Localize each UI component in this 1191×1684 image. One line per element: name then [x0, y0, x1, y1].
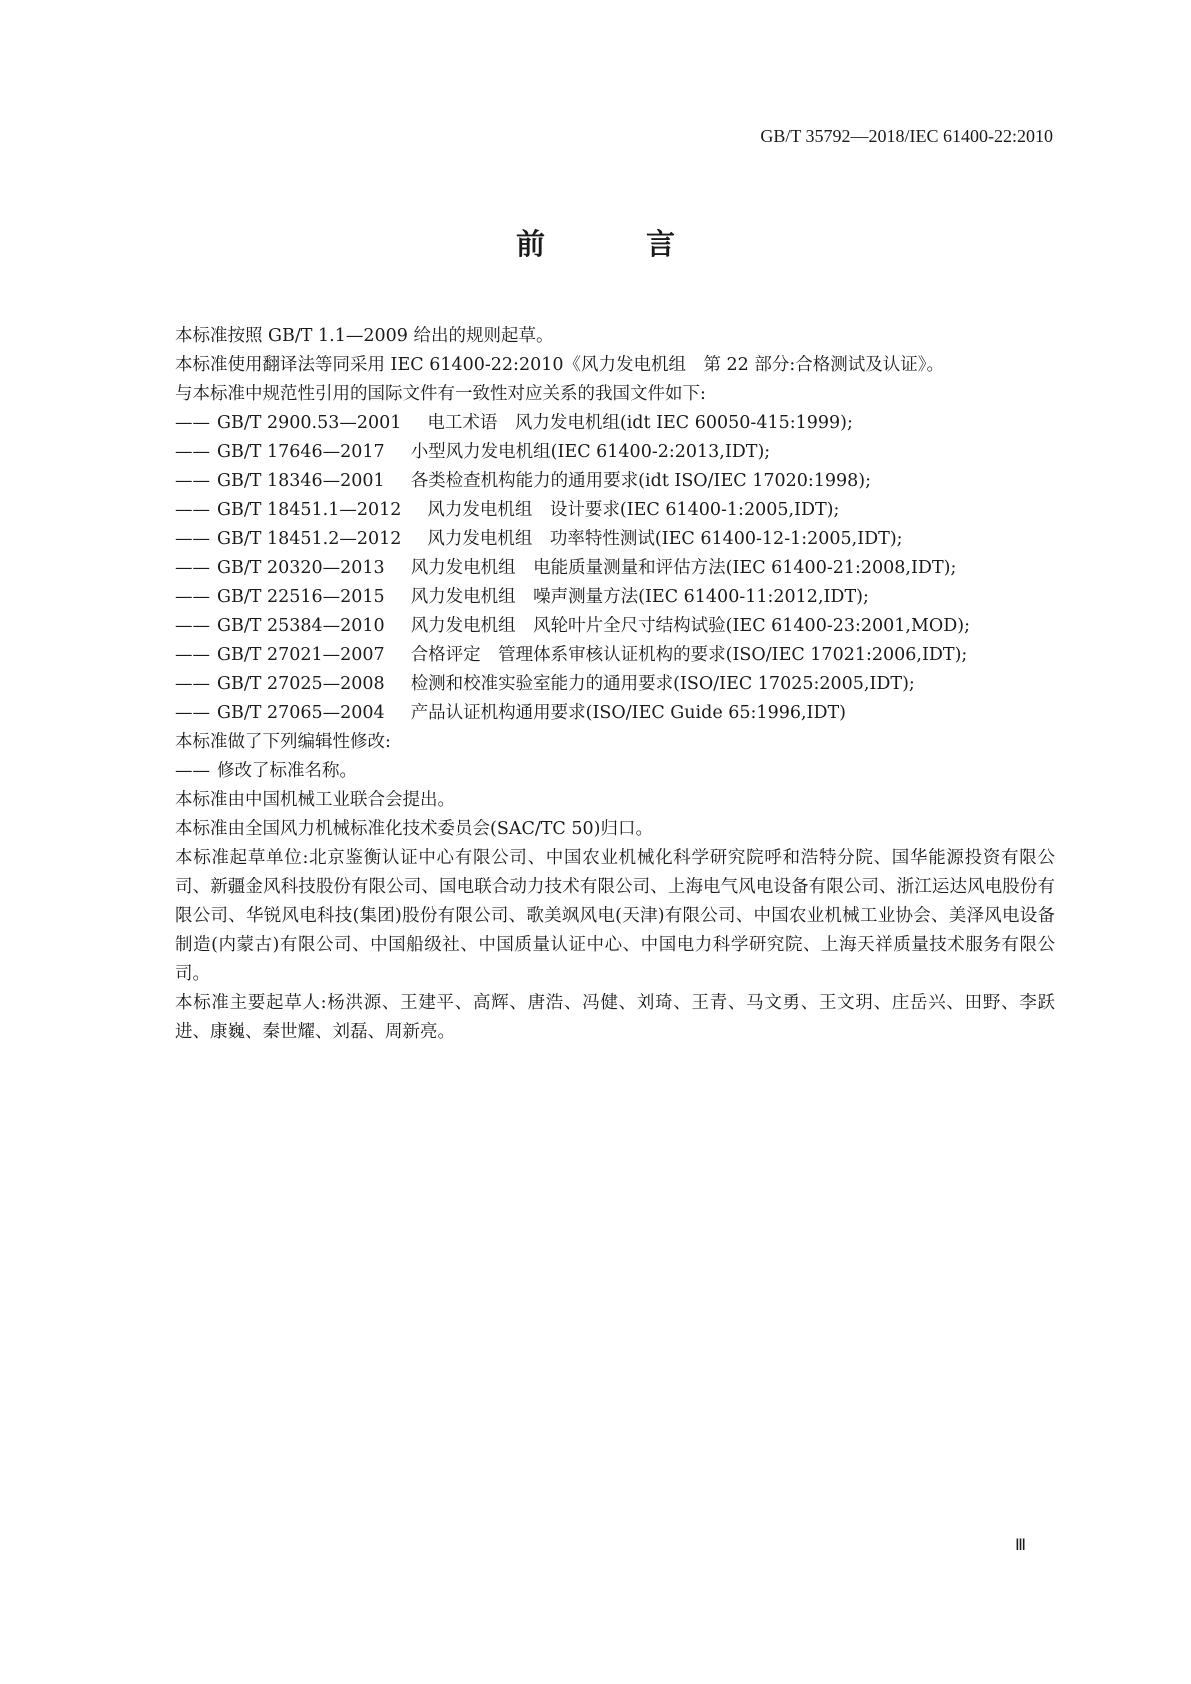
intro-line-2: 本标准使用翻译法等同采用 IEC 61400-22:2010《风力发电机组 第 22 部分:合格测试及认证》。 — [175, 355, 945, 375]
centralized-by: 本标准由全国风力机械标准化技术委员会(SAC/TC 50)归口。 — [175, 819, 653, 839]
list-item: —— GB/T 25384—2010 风力发电机组 风轮叶片全尺寸结构试验(IEC 61400-23:2001,MOD); — [175, 616, 971, 636]
page-title: 前 言 — [515, 227, 711, 261]
intro-line-3: 与本标准中规范性引用的国际文件有一致性对应关系的我国文件如下: — [175, 384, 706, 404]
list-item: —— GB/T 20320—2013 风力发电机组 电能质量测量和评估方法(IEC 61400-21:2008,IDT); — [175, 558, 957, 578]
list-item: —— GB/T 27065—2004 产品认证机构通用要求(ISO/IEC Guide 65:1996,IDT) — [175, 703, 846, 723]
list-item: —— GB/T 27025—2008 检测和校准实验室能力的通用要求(ISO/IEC 17025:2005,IDT); — [175, 674, 915, 694]
list-item: —— GB/T 18346—2001 各类检查机构能力的通用要求(idt ISO/IEC 17020:1998); — [175, 471, 872, 491]
edits-intro: 本标准做了下列编辑性修改: — [175, 732, 391, 752]
standard-number-header: GB/T 35792—2018/IEC 61400-22:2010 — [760, 126, 1053, 146]
list-item: —— GB/T 27021—2007 合格评定 管理体系审核认证机构的要求(ISO/IEC 17021:2006,IDT); — [175, 645, 968, 665]
proposed-by: 本标准由中国机械工业联合会提出。 — [175, 790, 455, 810]
list-item: —— GB/T 17646—2017 小型风力发电机组(IEC 61400-2:2013,IDT); — [175, 442, 771, 462]
list-item: —— GB/T 18451.2—2012 风力发电机组 功率特性测试(IEC 61400-12-1:2005,IDT); — [175, 529, 903, 549]
page-number: Ⅲ — [1015, 1537, 1027, 1554]
intro-line-1: 本标准按照 GB/T 1.1—2009 给出的规则起草。 — [175, 326, 554, 346]
list-item: —— GB/T 22516—2015 风力发电机组 噪声测量方法(IEC 61400-11:2012,IDT); — [175, 587, 869, 607]
drafting-units: 本标准起草单位:北京鉴衡认证中心有限公司、中国农业机械化科学研究院呼和浩特分院、国华能源投资有限公司、新疆金风科技股份有限公司、国电联合动力技术有限公司、上海电气风电设备有限公司、浙江运达风电股份有限公司、华锐风电科技(集团)股份有限公司、歌美飒风电(天津)有限公司、中国农业机械工业协会、美泽风电设备制造(内蒙古)有限公司、中国船级社、中国质量认证中心、中国电力科学研究院、上海天祥质量技术服务有限公司。 — [175, 848, 1055, 984]
drafters: 本标准主要起草人:杨洪源、王建平、高辉、唐浩、冯健、刘琦、王青、马文勇、王文玥、庄岳兴、田野、李跃进、康巍、秦世耀、刘磊、周新亮。 — [175, 993, 1055, 1042]
reference-list — [175, 409, 1055, 728]
foreword-body — [175, 322, 1055, 1047]
list-item: —— GB/T 18451.1—2012 风力发电机组 设计要求(IEC 61400-1:2005,IDT); — [175, 500, 840, 520]
edit-item: —— 修改了标准名称。 — [175, 761, 357, 781]
list-item: —— GB/T 2900.53—2001 电工术语 风力发电机组(idt IEC 60050-415:1999); — [175, 413, 853, 433]
